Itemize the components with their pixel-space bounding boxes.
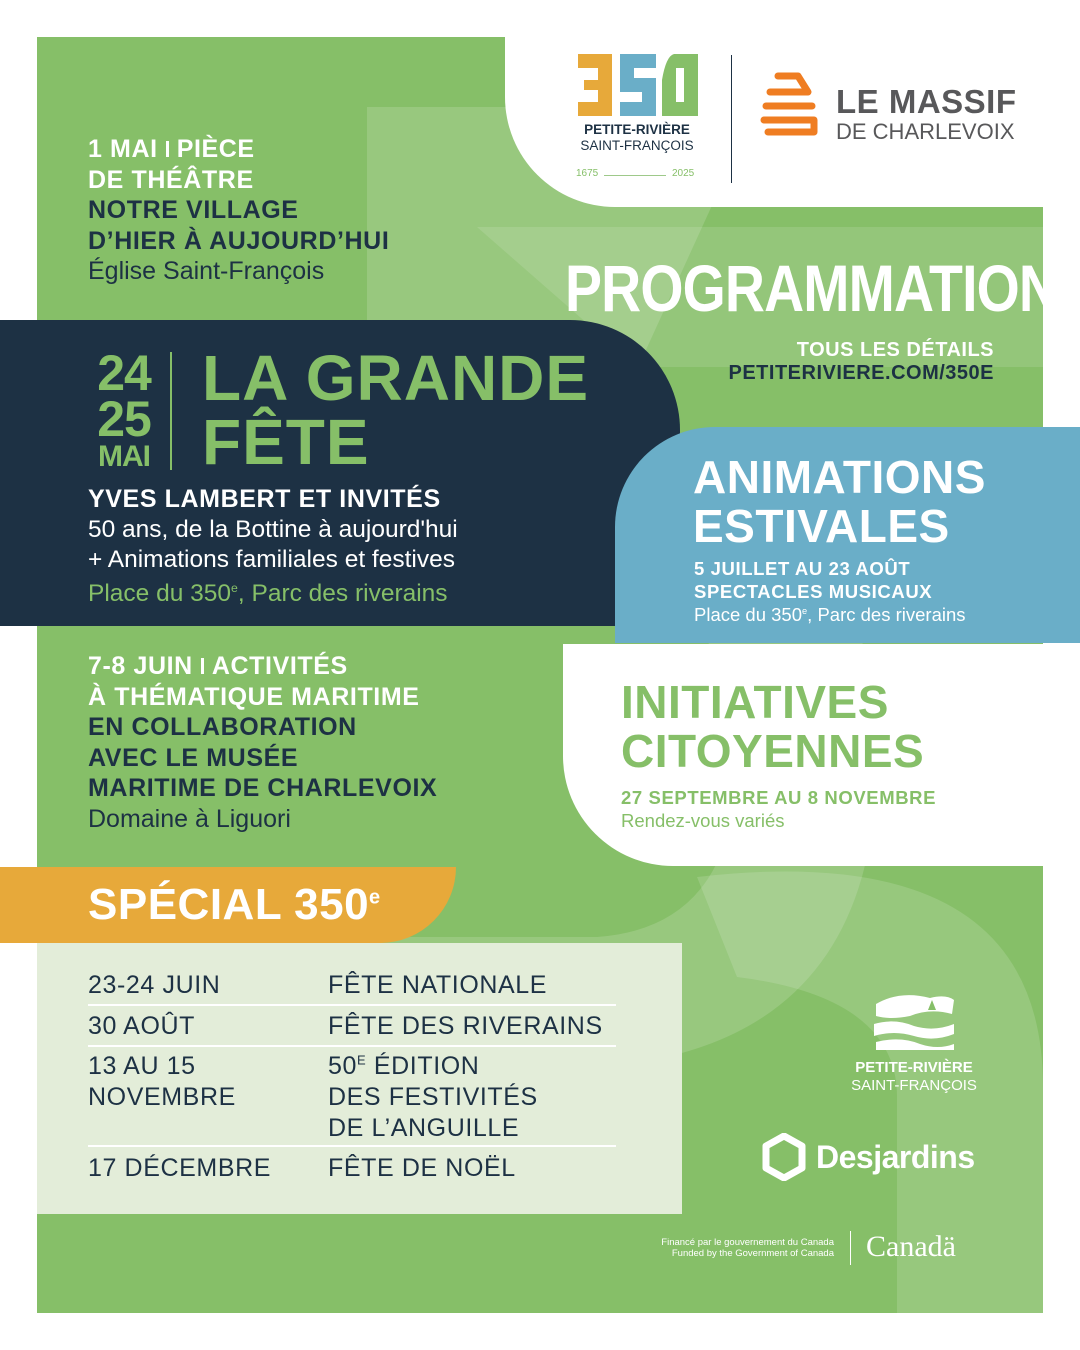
anniv-year-start: 1675 (576, 168, 599, 179)
grande-fete-day1: 24 (97, 345, 151, 401)
canada-funding-fr: Financé par le gouvernement du Canada (661, 1237, 834, 1248)
event-june-line5: MARITIME DE CHARLEVOIX (88, 774, 438, 802)
hexagon-icon (762, 1133, 806, 1181)
massif-mountain-icon (758, 70, 820, 142)
row-date (88, 1051, 236, 1113)
event-may1-type-1: PIÈCE (176, 135, 255, 163)
initiatives-title-1: INITIATIVES (621, 676, 889, 728)
venue-sup: e (802, 605, 808, 616)
row-event-line3: DE L’ANGUILLE (328, 1114, 520, 1142)
row-event-line2: DES FESTIVITÉS (328, 1083, 538, 1111)
prsf-logo (870, 990, 956, 1052)
350-logo-mark (574, 50, 700, 120)
canada-funding-en: Funded by the Government of Canada (671, 1248, 834, 1259)
venue-text-post: , Parc des riverains (237, 580, 448, 607)
row-event: FÊTE DES RIVERAINS (328, 1012, 603, 1040)
row-event (328, 1051, 538, 1144)
prsf-line2: SAINT-FRANÇOIS (851, 1077, 977, 1094)
canada-funding (560, 1237, 834, 1259)
prsf-landscape-icon (870, 990, 956, 1052)
row-date-line1: 13 AU 15 (88, 1052, 196, 1080)
event-june (88, 651, 437, 834)
event-june-line1: ACTIVITÉS (211, 652, 348, 680)
event-june-line4: AVEC LE MUSÉE (88, 743, 299, 772)
grande-fete-month: MAI (98, 440, 150, 473)
prsf-line1: PETITE-RIVIÈRE (855, 1059, 973, 1076)
event-june-venue: Domaine à Liguori (88, 804, 291, 833)
grande-fete-dates (88, 345, 160, 473)
details-url[interactable]: PETITERIVIERE.COM/350E (728, 362, 994, 384)
massif-logo (758, 70, 820, 142)
special-title-sup: e (369, 886, 381, 909)
animations-title (693, 453, 986, 551)
grande-fete-venue (88, 579, 448, 609)
event-may1-type-2: DE THÉÂTRE (88, 165, 254, 194)
row-date-line2: NOVEMBRE (88, 1083, 236, 1111)
row-date: 30 AOÛT (88, 1012, 196, 1040)
grande-fete-desc-2: + Animations familiales et festives (88, 546, 455, 573)
venue-text-post: , Parc des riverains (807, 604, 966, 625)
anniv-logo-line1: PETITE-RIVIÈRE (584, 122, 690, 137)
event-may1-date: 1 MAI (88, 135, 158, 163)
massif-line1: LE MASSIF (836, 83, 1017, 120)
desjardins-wordmark: Desjardins (816, 1139, 975, 1175)
event-june-date: 7-8 JUIN (88, 652, 193, 680)
anniversary-350-logo (574, 50, 700, 120)
venue-text: Place du 350 (88, 580, 232, 607)
event-june-line3: EN COLLABORATION (88, 713, 357, 741)
venue-text: Place du 350 (694, 604, 803, 625)
grande-fete-divider (170, 352, 172, 470)
canada-divider (850, 1231, 851, 1265)
animations-subtitle: SPECTACLES MUSICAUX (694, 581, 933, 602)
event-may1 (88, 134, 389, 287)
event-may1-title-1: NOTRE VILLAGE (88, 196, 299, 224)
row-event: FÊTE DE NOËL (328, 1154, 516, 1182)
grande-fete-title-2: FÊTE (202, 406, 370, 478)
row-date: 23-24 JUIN (88, 971, 221, 999)
row-separator (88, 1145, 616, 1147)
anniv-logo-line2: SAINT-FRANÇOIS (580, 138, 694, 153)
row-date: 17 DÉCEMBRE (88, 1154, 272, 1182)
grande-fete-desc (88, 515, 458, 575)
programmation-title: PROGRAMMATION (565, 251, 1059, 325)
table-row (88, 1051, 616, 1147)
event-may1-title-2: D’HIER À AUJOURD’HUI (88, 226, 390, 255)
grande-fete-desc-1: 50 ans, de la Bottine à aujourd'hui (88, 516, 458, 543)
special-title (88, 880, 381, 930)
initiatives-dates: 27 SEPTEMBRE AU 8 NOVEMBRE (621, 787, 937, 808)
canada-wordmark: Canadä (866, 1230, 956, 1263)
year-divider (604, 175, 666, 176)
event-june-line2: À THÉMATIQUE MARITIME (88, 682, 420, 711)
row-event-num: 50 (328, 1052, 358, 1080)
grande-fete-day2: 25 (97, 391, 151, 447)
massif-line2: DE CHARLEVOIX (836, 119, 1015, 144)
row-separator (88, 1045, 616, 1047)
row-event: FÊTE NATIONALE (328, 971, 548, 999)
grande-fete-title (202, 342, 590, 478)
row-event-line1: ÉDITION (366, 1052, 480, 1080)
grande-fete-title-1: LA GRANDE (202, 342, 590, 414)
row-event-sup: E (357, 1052, 367, 1068)
initiatives-title (621, 678, 924, 776)
anniv-year-end: 2025 (672, 168, 695, 179)
initiatives-title-2: CITOYENNES (621, 725, 925, 777)
details-label: TOUS LES DÉTAILS (796, 339, 994, 361)
animations-title-2: ESTIVALES (693, 500, 950, 552)
special-title-text: SPÉCIAL 350 (88, 880, 370, 929)
venue-sup: e (231, 580, 238, 595)
animations-details (694, 557, 932, 603)
separator-bar (166, 141, 169, 157)
separator-bar (201, 658, 204, 674)
logo-divider (731, 55, 732, 183)
animations-venue (694, 603, 966, 626)
row-separator (88, 1004, 616, 1006)
animations-title-1: ANIMATIONS (693, 451, 986, 503)
grande-fete-headliner: YVES LAMBERT ET INVITÉS (88, 485, 441, 513)
initiatives-subtitle: Rendez-vous variés (621, 810, 785, 831)
event-may1-venue: Église Saint-François (88, 257, 325, 285)
desjardins-hexagon-icon (762, 1133, 806, 1181)
animations-dates: 5 JUILLET AU 23 AOÛT (694, 558, 911, 579)
